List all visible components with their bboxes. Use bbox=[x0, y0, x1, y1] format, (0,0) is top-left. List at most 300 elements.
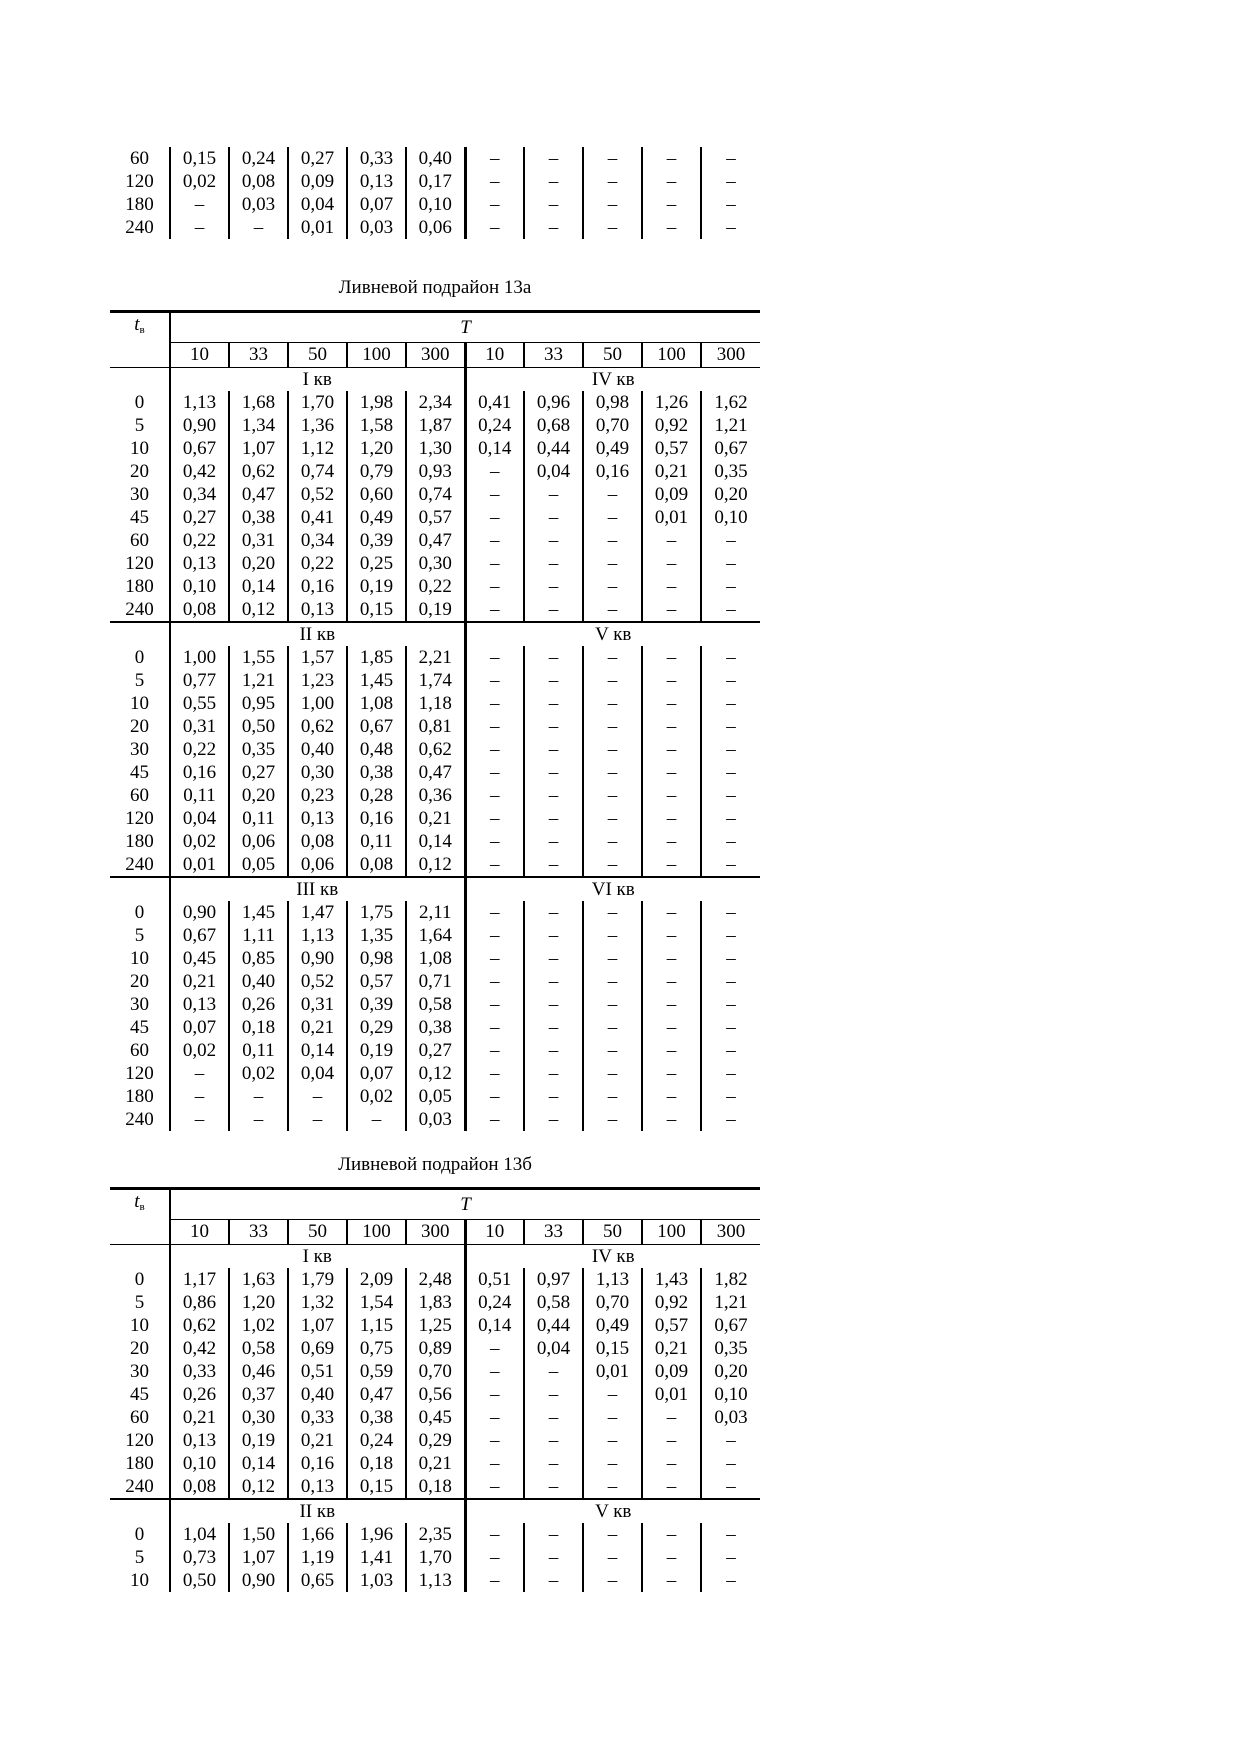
value-cell: – bbox=[642, 807, 701, 830]
value-cell: – bbox=[524, 575, 583, 598]
value-cell: 0,15 bbox=[583, 1337, 642, 1360]
table-row bbox=[110, 1523, 760, 1546]
value-cell: 0,39 bbox=[347, 993, 406, 1016]
value-cell: – bbox=[583, 784, 642, 807]
value-cell: – bbox=[170, 216, 229, 239]
value-cell: 0,45 bbox=[406, 1406, 465, 1429]
value-cell: 0,05 bbox=[406, 1085, 465, 1108]
table-row bbox=[110, 1337, 760, 1360]
value-cell: 0,04 bbox=[288, 193, 347, 216]
value-cell: – bbox=[701, 1569, 760, 1592]
value-cell: 1,57 bbox=[288, 646, 347, 669]
value-cell: 0,23 bbox=[288, 784, 347, 807]
column-header: 10 bbox=[465, 342, 524, 367]
value-cell: 0,30 bbox=[288, 761, 347, 784]
value-cell: 0,33 bbox=[170, 1360, 229, 1383]
value-cell: 0,38 bbox=[229, 506, 288, 529]
table-title: Ливневой подрайон 13а bbox=[338, 277, 532, 298]
value-cell: – bbox=[583, 993, 642, 1016]
quarter-label: V кв bbox=[465, 622, 760, 646]
value-cell: – bbox=[524, 1360, 583, 1383]
value-cell: – bbox=[701, 646, 760, 669]
table-row bbox=[110, 970, 760, 993]
value-cell: – bbox=[642, 924, 701, 947]
value-cell: 0,81 bbox=[406, 715, 465, 738]
quarter-label: IV кв bbox=[465, 1244, 760, 1268]
value-cell: 1,08 bbox=[347, 692, 406, 715]
value-cell: – bbox=[583, 1039, 642, 1062]
value-cell: 1,15 bbox=[347, 1314, 406, 1337]
value-cell: – bbox=[465, 1016, 524, 1039]
value-cell: 0,86 bbox=[170, 1291, 229, 1314]
value-cell: – bbox=[229, 1108, 288, 1131]
value-cell: – bbox=[524, 947, 583, 970]
value-cell: – bbox=[170, 1085, 229, 1108]
value-cell: 0,93 bbox=[406, 460, 465, 483]
value-cell: – bbox=[524, 970, 583, 993]
value-cell: – bbox=[583, 853, 642, 877]
value-cell: 0,20 bbox=[701, 1360, 760, 1383]
value-cell: – bbox=[642, 669, 701, 692]
column-header: 33 bbox=[524, 1219, 583, 1244]
value-cell: 0,38 bbox=[406, 1016, 465, 1039]
value-cell: – bbox=[524, 807, 583, 830]
value-cell: – bbox=[701, 830, 760, 853]
value-cell: 0,40 bbox=[288, 1383, 347, 1406]
value-cell: – bbox=[701, 1108, 760, 1131]
value-cell: 0,46 bbox=[229, 1360, 288, 1383]
value-cell: – bbox=[524, 529, 583, 552]
value-cell: 1,54 bbox=[347, 1291, 406, 1314]
value-cell: 0,35 bbox=[701, 460, 760, 483]
value-cell: – bbox=[701, 170, 760, 193]
value-cell: 0,95 bbox=[229, 692, 288, 715]
value-cell: 1,36 bbox=[288, 414, 347, 437]
value-cell: 0,21 bbox=[642, 1337, 701, 1360]
value-cell: – bbox=[642, 1085, 701, 1108]
value-cell: – bbox=[583, 1429, 642, 1452]
value-cell: 0,22 bbox=[288, 552, 347, 575]
column-header: 100 bbox=[642, 1219, 701, 1244]
value-cell: 0,12 bbox=[229, 598, 288, 622]
value-cell: 1,13 bbox=[583, 1268, 642, 1291]
value-cell: 1,82 bbox=[701, 1268, 760, 1291]
value-cell: – bbox=[524, 1406, 583, 1429]
value-cell: – bbox=[701, 529, 760, 552]
value-cell: 0,03 bbox=[229, 193, 288, 216]
value-cell: 0,06 bbox=[288, 853, 347, 877]
value-cell: 0,13 bbox=[170, 993, 229, 1016]
value-cell: 0,50 bbox=[170, 1569, 229, 1592]
value-cell: 0,34 bbox=[170, 483, 229, 506]
value-cell: – bbox=[524, 1523, 583, 1546]
value-cell: 0,60 bbox=[347, 483, 406, 506]
value-cell: – bbox=[642, 1406, 701, 1429]
value-cell: 0,97 bbox=[524, 1268, 583, 1291]
value-cell: – bbox=[288, 1108, 347, 1131]
row-time-cell: 5 bbox=[134, 924, 145, 946]
value-cell: 0,13 bbox=[347, 170, 406, 193]
value-cell: 0,08 bbox=[288, 830, 347, 853]
value-cell: 0,45 bbox=[170, 947, 229, 970]
value-cell: – bbox=[524, 1383, 583, 1406]
value-cell: – bbox=[642, 216, 701, 239]
row-time-cell: 5 bbox=[134, 1546, 145, 1568]
value-cell: – bbox=[701, 1062, 760, 1085]
value-cell: 0,14 bbox=[465, 1314, 524, 1337]
table-row bbox=[110, 1108, 760, 1131]
row-time-cell: 10 bbox=[130, 1569, 149, 1591]
value-cell: – bbox=[465, 1546, 524, 1569]
row-time-cell: 180 bbox=[125, 830, 154, 852]
value-cell: 0,02 bbox=[229, 1062, 288, 1085]
quarter-label: III кв bbox=[170, 877, 465, 901]
value-cell: 0,49 bbox=[583, 1314, 642, 1337]
value-cell: 0,90 bbox=[288, 947, 347, 970]
value-cell: 1,00 bbox=[170, 646, 229, 669]
value-cell: 0,07 bbox=[347, 193, 406, 216]
value-cell: – bbox=[465, 901, 524, 924]
value-cell: – bbox=[583, 830, 642, 853]
value-cell: – bbox=[583, 1569, 642, 1592]
value-cell: – bbox=[701, 761, 760, 784]
row-header: $t_в$ bbox=[110, 312, 170, 343]
value-cell: 1,34 bbox=[229, 414, 288, 437]
value-cell: – bbox=[701, 552, 760, 575]
row-time-cell: 30 bbox=[130, 993, 149, 1015]
quarter-label: VI кв bbox=[465, 877, 760, 901]
value-cell: 0,16 bbox=[583, 460, 642, 483]
value-cell: – bbox=[583, 947, 642, 970]
value-cell: – bbox=[465, 529, 524, 552]
value-cell: 1,68 bbox=[229, 391, 288, 414]
value-cell: – bbox=[701, 947, 760, 970]
value-cell: – bbox=[642, 715, 701, 738]
value-cell: 0,71 bbox=[406, 970, 465, 993]
column-header: 300 bbox=[406, 342, 465, 367]
value-cell: 1,25 bbox=[406, 1314, 465, 1337]
value-cell: – bbox=[583, 1016, 642, 1039]
value-cell: 1,58 bbox=[347, 414, 406, 437]
value-cell: 2,11 bbox=[406, 901, 465, 924]
table-row bbox=[110, 460, 760, 483]
value-cell: 0,21 bbox=[288, 1016, 347, 1039]
value-cell: 0,40 bbox=[406, 147, 465, 170]
value-cell: – bbox=[642, 853, 701, 877]
value-cell: 0,49 bbox=[347, 506, 406, 529]
value-cell: – bbox=[524, 901, 583, 924]
value-cell: 0,58 bbox=[406, 993, 465, 1016]
value-cell: 0,11 bbox=[229, 1039, 288, 1062]
value-cell: – bbox=[524, 1108, 583, 1131]
value-cell: – bbox=[465, 692, 524, 715]
value-cell: – bbox=[642, 147, 701, 170]
value-cell: 0,41 bbox=[465, 391, 524, 414]
table-row bbox=[110, 598, 760, 622]
value-cell: – bbox=[701, 807, 760, 830]
value-cell: – bbox=[642, 1016, 701, 1039]
table-title: Ливневой подрайон 13б bbox=[338, 1154, 532, 1175]
table-row bbox=[110, 414, 760, 437]
value-cell: 1,47 bbox=[288, 901, 347, 924]
value-cell: 0,04 bbox=[288, 1062, 347, 1085]
value-cell: – bbox=[583, 646, 642, 669]
value-cell: 1,87 bbox=[406, 414, 465, 437]
value-cell: – bbox=[524, 853, 583, 877]
value-cell: 0,15 bbox=[347, 598, 406, 622]
value-cell: 0,17 bbox=[406, 170, 465, 193]
value-cell: 0,14 bbox=[229, 575, 288, 598]
value-cell: 0,40 bbox=[288, 738, 347, 761]
value-cell: – bbox=[465, 715, 524, 738]
row-time-cell: 60 bbox=[130, 1039, 149, 1061]
column-header: 10 bbox=[170, 1219, 229, 1244]
value-cell: 0,21 bbox=[170, 970, 229, 993]
value-cell: 1,66 bbox=[288, 1523, 347, 1546]
value-cell: 0,01 bbox=[642, 506, 701, 529]
table-row bbox=[110, 669, 760, 692]
value-cell: – bbox=[642, 1062, 701, 1085]
value-cell: 0,44 bbox=[524, 437, 583, 460]
value-cell: 0,38 bbox=[347, 1406, 406, 1429]
row-time-cell: 60 bbox=[130, 784, 149, 806]
value-cell: 0,21 bbox=[288, 1429, 347, 1452]
value-cell: – bbox=[701, 669, 760, 692]
value-cell: – bbox=[701, 598, 760, 622]
value-cell: 2,35 bbox=[406, 1523, 465, 1546]
column-header: 100 bbox=[347, 1219, 406, 1244]
value-cell: 1,21 bbox=[701, 414, 760, 437]
value-cell: – bbox=[465, 460, 524, 483]
value-cell: – bbox=[170, 193, 229, 216]
value-cell: 0,08 bbox=[170, 1475, 229, 1499]
value-cell: 0,67 bbox=[701, 1314, 760, 1337]
value-cell: 0,31 bbox=[170, 715, 229, 738]
value-cell: 2,09 bbox=[347, 1268, 406, 1291]
value-cell: – bbox=[583, 598, 642, 622]
row-time-cell: 0 bbox=[134, 1268, 145, 1290]
value-cell: – bbox=[583, 1108, 642, 1131]
value-cell: – bbox=[465, 147, 524, 170]
value-cell: 1,75 bbox=[347, 901, 406, 924]
row-time-cell: 45 bbox=[130, 1016, 149, 1038]
value-cell: 0,01 bbox=[583, 1360, 642, 1383]
value-cell: 0,21 bbox=[406, 1452, 465, 1475]
value-cell: – bbox=[465, 993, 524, 1016]
value-cell: 0,15 bbox=[170, 147, 229, 170]
value-cell: – bbox=[583, 552, 642, 575]
value-cell: – bbox=[465, 1108, 524, 1131]
value-cell: 0,24 bbox=[465, 414, 524, 437]
table-row bbox=[110, 692, 760, 715]
row-time-cell: 180 bbox=[125, 575, 154, 597]
value-cell: 0,42 bbox=[170, 460, 229, 483]
value-cell: 0,56 bbox=[406, 1383, 465, 1406]
value-cell: – bbox=[524, 147, 583, 170]
value-cell: – bbox=[524, 738, 583, 761]
value-cell: – bbox=[524, 993, 583, 1016]
value-cell: 0,13 bbox=[288, 807, 347, 830]
value-cell: – bbox=[465, 552, 524, 575]
row-time-cell: 180 bbox=[125, 194, 154, 215]
value-cell: – bbox=[701, 1475, 760, 1499]
row-time-cell: 240 bbox=[125, 853, 154, 875]
value-cell: 0,75 bbox=[347, 1337, 406, 1360]
value-cell: – bbox=[524, 598, 583, 622]
table-row bbox=[110, 193, 760, 216]
value-cell: – bbox=[583, 483, 642, 506]
value-cell: 0,14 bbox=[288, 1039, 347, 1062]
value-cell: 0,19 bbox=[347, 575, 406, 598]
column-header: 300 bbox=[701, 1219, 760, 1244]
value-cell: 1,30 bbox=[406, 437, 465, 460]
value-cell: 0,62 bbox=[170, 1314, 229, 1337]
value-cell: 0,26 bbox=[170, 1383, 229, 1406]
value-cell: 0,31 bbox=[229, 529, 288, 552]
value-cell: – bbox=[642, 575, 701, 598]
value-cell: 0,19 bbox=[229, 1429, 288, 1452]
table-row bbox=[110, 1475, 760, 1499]
value-cell: 0,57 bbox=[642, 1314, 701, 1337]
value-cell: – bbox=[583, 924, 642, 947]
value-cell: 0,06 bbox=[229, 830, 288, 853]
value-cell: 0,42 bbox=[170, 1337, 229, 1360]
value-cell: 0,62 bbox=[288, 715, 347, 738]
row-time-cell: 20 bbox=[130, 970, 149, 992]
value-cell: – bbox=[465, 598, 524, 622]
value-cell: 1,07 bbox=[229, 437, 288, 460]
value-cell: 0,16 bbox=[288, 1452, 347, 1475]
value-cell: 0,03 bbox=[347, 216, 406, 239]
value-cell: 0,10 bbox=[170, 575, 229, 598]
value-cell: – bbox=[524, 784, 583, 807]
value-cell: 0,14 bbox=[465, 437, 524, 460]
value-cell: 0,19 bbox=[406, 598, 465, 622]
value-cell: 0,08 bbox=[170, 598, 229, 622]
value-cell: 0,24 bbox=[347, 1429, 406, 1452]
value-cell: – bbox=[465, 853, 524, 877]
table-row bbox=[110, 1085, 760, 1108]
value-cell: – bbox=[465, 170, 524, 193]
value-cell: – bbox=[288, 1085, 347, 1108]
value-cell: 0,48 bbox=[347, 738, 406, 761]
empty-cell bbox=[110, 342, 170, 367]
row-time-cell: 10 bbox=[130, 947, 149, 969]
value-cell: 0,02 bbox=[170, 830, 229, 853]
value-cell: 0,85 bbox=[229, 947, 288, 970]
table-row bbox=[110, 1062, 760, 1085]
value-cell: – bbox=[701, 147, 760, 170]
value-cell: – bbox=[642, 1475, 701, 1499]
column-header: 50 bbox=[288, 1219, 347, 1244]
value-cell: – bbox=[583, 807, 642, 830]
value-cell: 0,74 bbox=[406, 483, 465, 506]
value-cell: – bbox=[642, 784, 701, 807]
value-cell: 0,14 bbox=[406, 830, 465, 853]
value-cell: 0,16 bbox=[170, 761, 229, 784]
value-cell: – bbox=[642, 552, 701, 575]
value-cell: 0,09 bbox=[642, 483, 701, 506]
value-cell: 0,06 bbox=[406, 216, 465, 239]
value-cell: – bbox=[524, 1546, 583, 1569]
column-header: 50 bbox=[288, 342, 347, 367]
value-cell: 1,20 bbox=[347, 437, 406, 460]
value-cell: 0,27 bbox=[406, 1039, 465, 1062]
value-cell: – bbox=[465, 738, 524, 761]
value-cell: – bbox=[642, 692, 701, 715]
value-cell: 0,29 bbox=[347, 1016, 406, 1039]
value-cell: – bbox=[465, 1360, 524, 1383]
value-cell: – bbox=[524, 761, 583, 784]
value-cell: 0,30 bbox=[406, 552, 465, 575]
value-cell: – bbox=[524, 1569, 583, 1592]
table-row bbox=[110, 575, 760, 598]
table-row bbox=[110, 529, 760, 552]
value-cell: 0,50 bbox=[229, 715, 288, 738]
value-cell: – bbox=[701, 1429, 760, 1452]
value-cell: 1,07 bbox=[229, 1546, 288, 1569]
column-header: 300 bbox=[406, 1219, 465, 1244]
value-cell: – bbox=[701, 715, 760, 738]
value-cell: – bbox=[583, 1406, 642, 1429]
row-time-cell: 10 bbox=[130, 692, 149, 714]
value-cell: – bbox=[524, 715, 583, 738]
value-cell: 0,57 bbox=[642, 437, 701, 460]
value-cell: 0,58 bbox=[524, 1291, 583, 1314]
value-cell: – bbox=[170, 1108, 229, 1131]
value-cell: – bbox=[465, 1039, 524, 1062]
row-time-cell: 5 bbox=[134, 1291, 145, 1313]
value-cell: 0,31 bbox=[288, 993, 347, 1016]
value-cell: 0,18 bbox=[406, 1475, 465, 1499]
empty-cell bbox=[110, 1219, 170, 1244]
table-row bbox=[110, 1039, 760, 1062]
value-cell: 0,22 bbox=[170, 529, 229, 552]
table-row bbox=[110, 784, 760, 807]
value-cell: – bbox=[701, 575, 760, 598]
value-cell: 0,07 bbox=[170, 1016, 229, 1039]
group-header: T bbox=[170, 312, 760, 343]
row-time-cell: 10 bbox=[130, 1314, 149, 1336]
value-cell: – bbox=[524, 1475, 583, 1499]
value-cell: 1,00 bbox=[288, 692, 347, 715]
value-cell: – bbox=[524, 552, 583, 575]
value-cell: 0,33 bbox=[288, 1406, 347, 1429]
table-row bbox=[110, 901, 760, 924]
value-cell: – bbox=[229, 1085, 288, 1108]
value-cell: 0,03 bbox=[406, 1108, 465, 1131]
value-cell: 0,01 bbox=[642, 1383, 701, 1406]
value-cell: 1,13 bbox=[170, 391, 229, 414]
value-cell: – bbox=[701, 784, 760, 807]
value-cell: – bbox=[642, 1569, 701, 1592]
value-cell: – bbox=[701, 924, 760, 947]
row-time-cell: 240 bbox=[125, 1475, 154, 1497]
value-cell: 0,24 bbox=[229, 147, 288, 170]
table-row bbox=[110, 993, 760, 1016]
value-cell: – bbox=[583, 1452, 642, 1475]
value-cell: 0,04 bbox=[524, 1337, 583, 1360]
value-cell: – bbox=[583, 761, 642, 784]
value-cell: – bbox=[583, 901, 642, 924]
value-cell: 0,49 bbox=[583, 437, 642, 460]
row-time-cell: 0 bbox=[134, 646, 145, 668]
value-cell: – bbox=[465, 807, 524, 830]
row-time-cell: 240 bbox=[125, 217, 154, 238]
value-cell: – bbox=[642, 646, 701, 669]
table-row bbox=[110, 506, 760, 529]
value-cell: 0,10 bbox=[701, 1383, 760, 1406]
